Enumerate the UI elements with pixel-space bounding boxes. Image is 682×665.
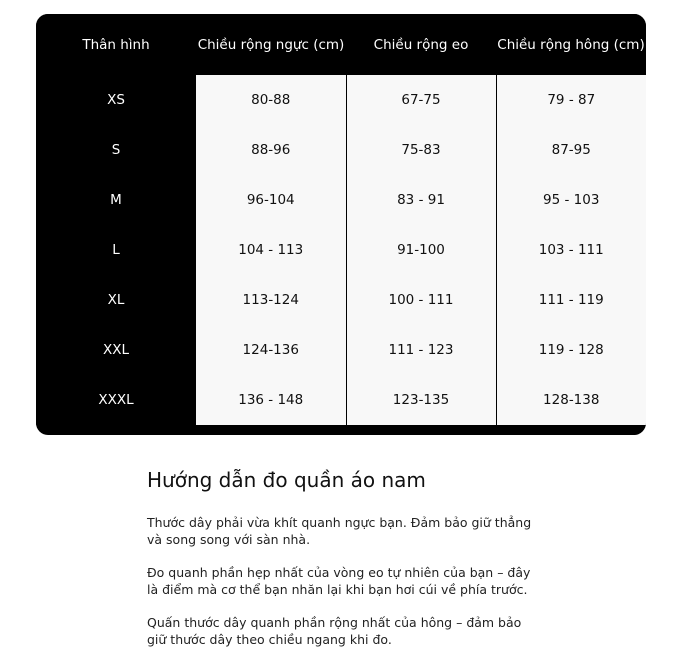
- header-size: Thân hình: [36, 14, 196, 75]
- size-cell: XXXL: [36, 375, 196, 425]
- waist-cell: 111 - 123: [346, 325, 496, 375]
- guide-hip-instruction: Quấn thước dây quanh phần rộng nhất của hông – đảm bảo giữ thước dây theo chiều ngang khi đo.: [147, 615, 522, 647]
- waist-cell: 75-83: [346, 125, 496, 175]
- table-row: [36, 325, 646, 375]
- hip-cell: 111 - 119: [496, 275, 646, 325]
- header-chest-width: Chiều rộng ngực (cm): [196, 14, 346, 75]
- size-cell: XXL: [36, 325, 196, 375]
- hip-cell: 119 - 128: [496, 325, 646, 375]
- header-hip-width: Chiều rộng hông (cm): [496, 14, 646, 75]
- waist-cell: 91-100: [346, 225, 496, 275]
- waist-cell: 123-135: [346, 375, 496, 425]
- size-cell: M: [36, 175, 196, 225]
- table-row: [36, 175, 646, 225]
- table-header-row: [36, 14, 646, 75]
- header-waist-width: Chiều rộng eo: [346, 14, 496, 75]
- hip-cell: 87-95: [496, 125, 646, 175]
- size-chart-card: [36, 14, 646, 435]
- table-row: [36, 375, 646, 425]
- chest-cell: 124-136: [196, 325, 346, 375]
- table-row: [36, 125, 646, 175]
- hip-cell: 103 - 111: [496, 225, 646, 275]
- table-row: [36, 75, 646, 125]
- size-chart-table: [36, 14, 646, 425]
- guide-waist-instruction: Đo quanh phần hẹp nhất của vòng eo tự nhiên của bạn – đây là điểm mà cơ thể bạn nhăn lại khi bạn hơi cúi về phía trước.: [147, 565, 531, 597]
- chest-cell: 104 - 113: [196, 225, 346, 275]
- guide-title: Hướng dẫn đo quần áo nam: [147, 468, 426, 492]
- chest-cell: 88-96: [196, 125, 346, 175]
- size-cell: L: [36, 225, 196, 275]
- table-row: [36, 225, 646, 275]
- chest-cell: 136 - 148: [196, 375, 346, 425]
- waist-cell: 100 - 111: [346, 275, 496, 325]
- guide-chest-instruction: Thước dây phải vừa khít quanh ngực bạn. Đảm bảo giữ thẳng và song song với sàn nhà.: [147, 515, 532, 547]
- hip-cell: 128-138: [496, 375, 646, 425]
- measuring-guide: [147, 466, 532, 648]
- size-cell: XL: [36, 275, 196, 325]
- chest-cell: 96-104: [196, 175, 346, 225]
- table-row: [36, 275, 646, 325]
- waist-cell: 83 - 91: [346, 175, 496, 225]
- chest-cell: 113-124: [196, 275, 346, 325]
- hip-cell: 79 - 87: [496, 75, 646, 125]
- size-cell: S: [36, 125, 196, 175]
- hip-cell: 95 - 103: [496, 175, 646, 225]
- chest-cell: 80-88: [196, 75, 346, 125]
- waist-cell: 67-75: [346, 75, 496, 125]
- size-cell: XS: [36, 75, 196, 125]
